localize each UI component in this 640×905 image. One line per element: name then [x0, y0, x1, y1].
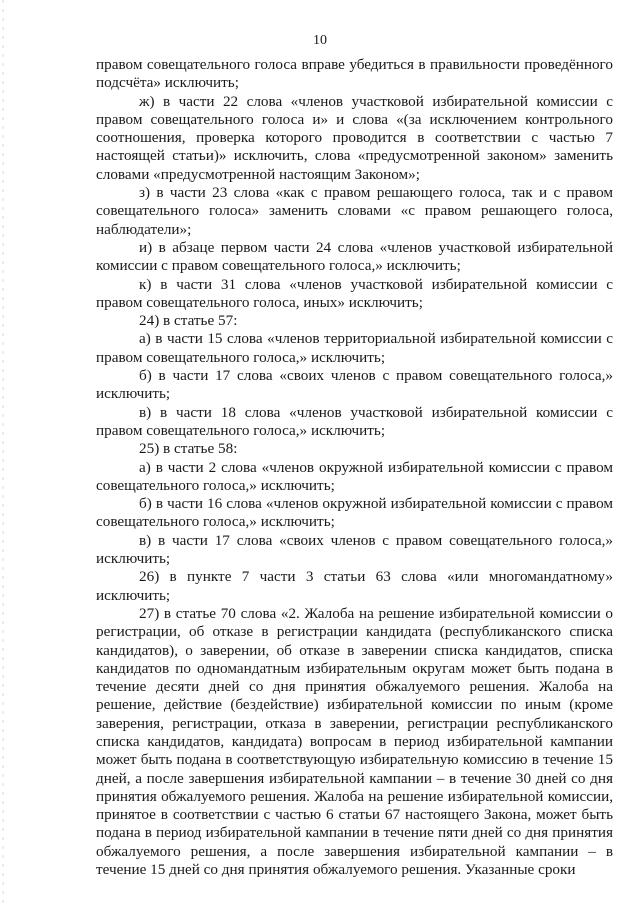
paragraph: б) в части 17 слова «своих членов с правом совещательного голоса,» исключить; — [96, 367, 613, 403]
paragraph: правом совещательного голоса вправе убедиться в правильности проведённого подсчёта» исключить; — [96, 56, 613, 92]
paragraph: з) в части 23 слова «как с правом решающего голоса, так и с правом совещательного голоса» заменить словами «с правом решающего голоса, наблюдатели»; — [96, 184, 613, 238]
paragraph: и) в абзаце первом части 24 слова «членов участковой избирательной комиссии с правом совещательного голоса,» исключить; — [96, 238, 613, 275]
paragraph: ж) в части 22 слова «членов участковой избирательной комиссии с правом совещательного голоса и» и слова «(за исключением контрольного соотношения, проверка которого проводится в соответствии с частью 7 настоящей статьи)» исключить, слова «предусмотренной законом» заменить словами «предусмотренной настоящим Законом»; — [96, 92, 613, 183]
paragraph: к) в части 31 слова «членов участковой избирательной комиссии с правом совещательного голоса, иных» исключить; — [96, 275, 613, 311]
section-heading: 25) в статье 58: — [139, 440, 238, 458]
paragraph: а) в части 2 слова «членов окружной избирательной комиссии с правом совещательного голоса,» исключить; — [96, 458, 613, 494]
paragraph: 26) в пункте 7 части 3 статьи 63 слова «или многомандатному» исключить; — [96, 568, 613, 604]
document-body — [96, 56, 613, 879]
paragraph: 27) в статье 70 слова «2. Жалоба на решение избирательной комиссии о регистрации, об отказе в регистрации кандидата (республиканского списка кандидатов), о заверении, об отказе в заверении списка кандидатов, списка кандидатов по одномандатным избирательным округам может быть подана в течение десяти дней со дня принятия обжалуемого решения. Жалоба на решение, действие (бездействие) избирательной комиссии по иным (кроме заверения, регистрации, отказа в заверении, регистрации республиканского списка кандидатов, кандидата) вопросам в период избирательной кампании может быть подана в соответствующую избирательную комиссию в течение 15 дней, а после завершения избирательной кампании – в течение 30 дней со дня принятия обжалуемого решения. Жалоба на решение избирательной комиссии, принятое в соответствии с частью 6 статьи 67 настоящего Закона, может быть подана в период избирательной кампании в течение пяти дней со дня принятия обжалуемого решения, а после завершения избирательной кампании – в течение 15 дней со дня принятия обжалуемого решения. Указанные сроки — [96, 604, 613, 879]
paragraph: в) в части 18 слова «членов участковой избирательной комиссии с правом совещательного голоса,» исключить; — [96, 403, 613, 439]
paragraph: б) в части 16 слова «членов окружной избирательной комиссии с правом совещательного голоса,» исключить; — [96, 495, 613, 531]
scan-edge-artifact — [2, 0, 4, 905]
page-number: 10 — [313, 33, 327, 48]
paragraph: в) в части 17 слова «своих членов с правом совещательного голоса,» исключить; — [96, 531, 613, 568]
section-heading: 24) в статье 57: — [139, 312, 238, 330]
paragraph: а) в части 15 слова «членов территориальной избирательной комиссии с правом совещательного голоса,» исключить; — [96, 330, 613, 366]
